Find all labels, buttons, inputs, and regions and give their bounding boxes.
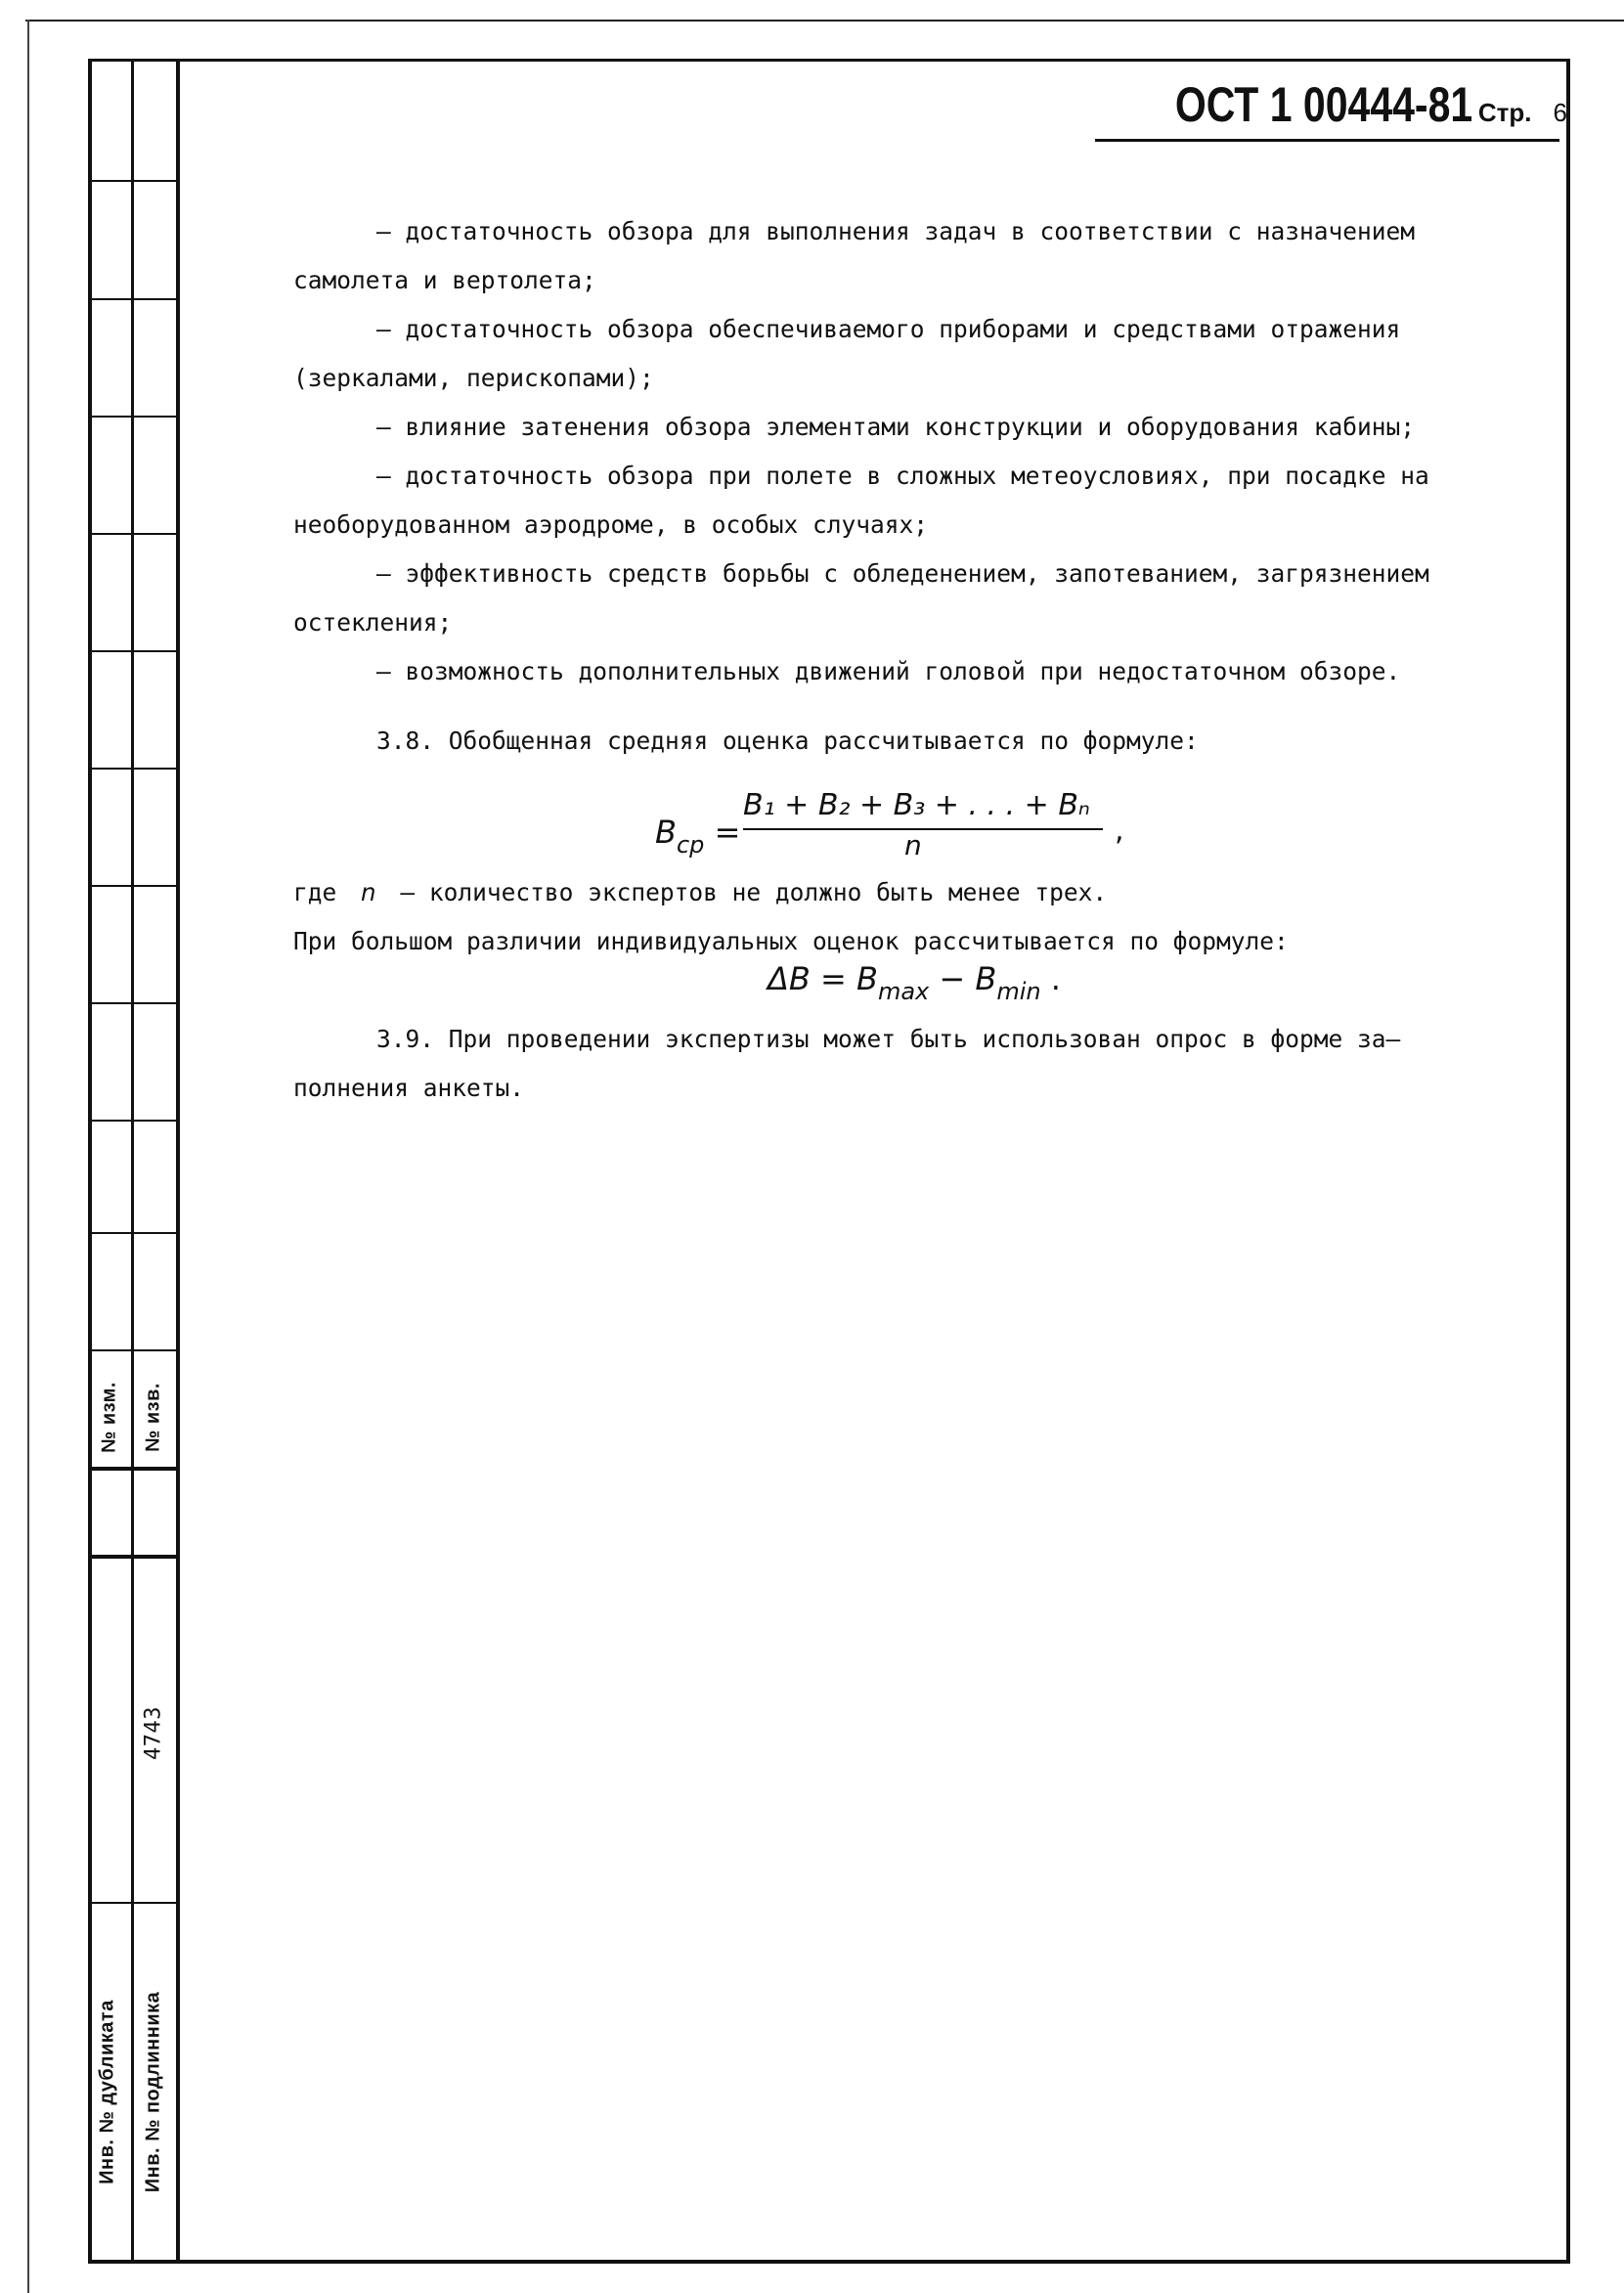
paragraph-3-8: 3.8. Обобщенная средняя оценка рассчитывается по формуле: <box>376 727 1199 755</box>
document-code: ОСТ 1 00444-81 <box>1174 77 1472 132</box>
header-underline <box>1095 139 1559 142</box>
strip-divider <box>90 533 176 535</box>
page-top-rule <box>25 20 1624 22</box>
side-strip-column-2 <box>131 59 179 2261</box>
formula-average-lhs: $B_{ср}$ = <box>655 814 741 859</box>
strip-divider <box>90 650 176 652</box>
strip-divider <box>90 768 176 770</box>
strip-divider <box>90 1232 176 1234</box>
label-izm: № изм. <box>98 1382 120 1453</box>
strip-divider <box>90 1555 176 1559</box>
list-item-continuation: необорудованном аэродроме, в особых случаях; <box>293 510 929 539</box>
strip-divider <box>90 298 176 300</box>
inventory-number: 4743 <box>141 1706 166 1760</box>
list-item-continuation: самолета и вертолета; <box>293 266 596 294</box>
side-strip-column-1 <box>88 59 131 2261</box>
list-item: – достаточность обзора для выполнения задач в соответствии с назначением <box>376 217 1416 245</box>
formula-average-trail: , <box>1115 814 1124 848</box>
list-item: – достаточность обзора обеспечиваемого приборами и средствами отражения <box>376 315 1401 343</box>
page-left-edge <box>27 20 29 2293</box>
strip-divider <box>90 1120 176 1122</box>
page-number: 6 <box>1553 98 1567 127</box>
list-item: – влияние затенения обзора элементами конструкции и оборудования кабины; <box>376 413 1416 441</box>
strip-divider <box>90 416 176 418</box>
fraction-bar <box>743 828 1103 830</box>
formula-range: $\Delta B = B_{max} - B_{min}$ . <box>768 960 1061 1005</box>
paragraph-3-9: 3.9. При проведении экспертизы может быть использован опрос в форме за– <box>376 1025 1401 1053</box>
page-header <box>1110 76 1567 133</box>
label-dublikat: Инв. № дубликата <box>96 2000 118 2184</box>
formula-average-denominator: n <box>904 829 922 861</box>
paragraph-3-9-continuation: полнения анкеты. <box>293 1074 525 1102</box>
strip-divider <box>90 1902 176 1904</box>
where-clause: где n – количество экспертов не должно быть менее трех. <box>293 878 1108 906</box>
paragraph-large-difference: При большом различии индивидуальных оценок рассчитывается по формуле: <box>293 927 1289 955</box>
list-item: – эффективность средств борьбы с обледенением, запотеванием, загрязнением <box>376 559 1429 588</box>
label-izv: № изв. <box>142 1383 164 1452</box>
list-item: – возможность дополнительных движений головой при недостаточном обзоре. <box>376 657 1401 685</box>
formula-average-numerator: B₁ + B₂ + B₃ + . . . + Bₙ <box>743 788 1090 822</box>
strip-divider <box>90 885 176 887</box>
side-strip-border <box>176 59 180 2261</box>
page-label: Стр. <box>1477 98 1532 127</box>
strip-divider <box>90 1349 176 1351</box>
list-item-continuation: остекления; <box>293 608 453 637</box>
label-podlinnik: Инв. № подлинника <box>142 1991 164 2193</box>
strip-divider <box>90 1002 176 1004</box>
list-item-continuation: (зеркалами, перископами); <box>293 364 654 392</box>
strip-divider <box>90 180 176 182</box>
list-item: – достаточность обзора при полете в сложных метеоусловиях, при посадке на <box>376 462 1429 490</box>
